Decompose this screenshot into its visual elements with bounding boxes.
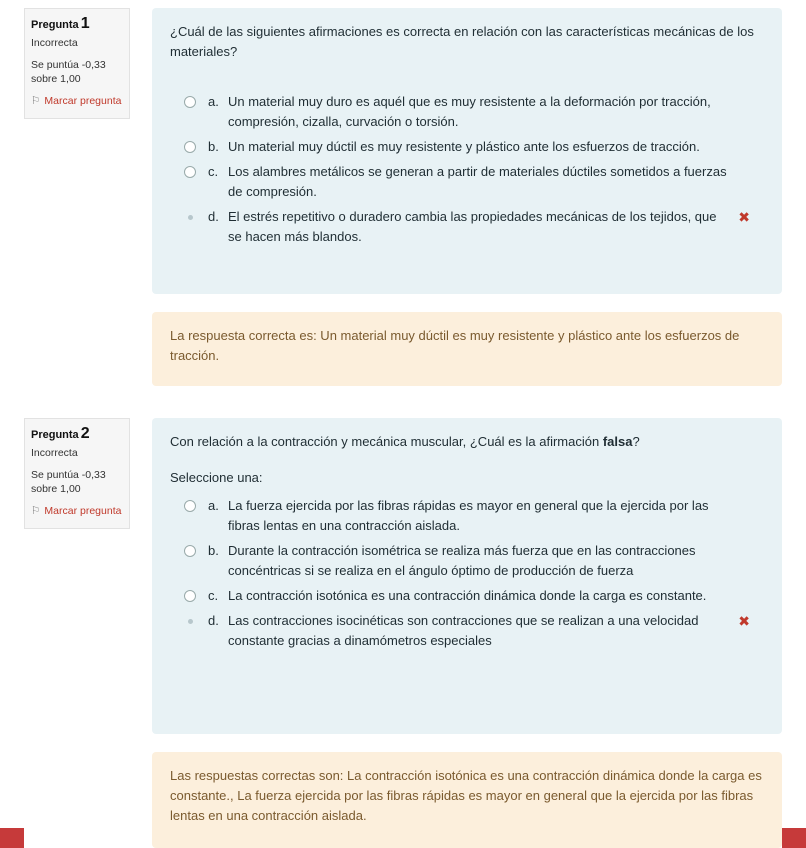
flag-icon: ⚐	[31, 505, 41, 517]
radio-button-selected[interactable]	[184, 615, 196, 627]
question-state: Incorrecta	[31, 37, 78, 49]
answer-option-a[interactable]	[170, 92, 764, 132]
flag-icon: ⚐	[31, 95, 41, 107]
answer-option-b[interactable]	[170, 137, 764, 157]
answer-option-a[interactable]	[170, 496, 764, 536]
question-formulation-1	[152, 8, 782, 294]
question-text: ¿Cuál de las siguientes afirmaciones es correcta en relación con las características mecánicas de los materiales?	[170, 24, 754, 59]
answer-letter: c.	[208, 164, 219, 179]
radio-button[interactable]	[184, 96, 196, 108]
answer-text: Las contracciones isocinéticas son contracciones que se realizan a una velocidad constante gracias a dinamómetros especiales	[228, 613, 699, 648]
flag-label: Marcar pregunta	[44, 95, 122, 107]
select-one-prompt: Seleccione una:	[170, 470, 263, 485]
answer-text: La fuerza ejercida por las fibras rápidas es mayor en general que la ejercida por las fibras lentas en una contracción aislada.	[228, 498, 709, 533]
answer-text: El estrés repetitivo o duradero cambia las propiedades mecánicas de los tejidos, que se hacen más blandos.	[228, 209, 717, 244]
answer-text: Un material muy dúctil es muy resistente y plástico ante los esfuerzos de tracción.	[228, 139, 700, 154]
answer-option-c[interactable]	[170, 586, 764, 606]
feedback-1	[152, 312, 782, 386]
question-number-value: 2	[80, 425, 90, 442]
answer-text: La contracción isotónica es una contracción dinámica donde la carga es constante.	[228, 588, 707, 603]
question-grade: Se puntúa -0,33 sobre 1,00	[31, 59, 106, 85]
radio-button[interactable]	[184, 545, 196, 557]
correct-answers-text: Las respuestas correctas son: La contracción isotónica es una contracción dinámica donde la carga es constante., La fuerza ejercida por las fibras rápidas es mayor en general que la ejercida por las fibras lentas en una contracción aislada.	[170, 768, 762, 823]
feedback-2	[152, 752, 782, 848]
bottom-accent-left	[0, 828, 24, 848]
radio-button[interactable]	[184, 500, 196, 512]
answer-letter: a.	[208, 498, 219, 513]
incorrect-icon: ✖	[738, 209, 750, 225]
radio-button[interactable]	[184, 590, 196, 602]
question-grade: Se puntúa -0,33 sobre 1,00	[31, 469, 106, 495]
question-label: Pregunta	[31, 429, 79, 441]
question-text	[170, 432, 764, 452]
question-info-2	[24, 418, 130, 529]
answer-option-b[interactable]	[170, 541, 764, 581]
answer-letter: d.	[208, 209, 219, 224]
question-info-1	[24, 8, 130, 119]
answer-letter: b.	[208, 139, 219, 154]
incorrect-icon: ✖	[738, 613, 750, 629]
answer-letter: d.	[208, 613, 219, 628]
correct-answer-text: La respuesta correcta es: Un material muy dúctil es muy resistente y plástico ante los esfuerzos de tracción.	[170, 328, 740, 363]
flag-question-link[interactable]	[31, 94, 123, 108]
answer-option-c[interactable]	[170, 162, 764, 202]
answer-text: Un material muy duro es aquél que es muy resistente a la deformación por tracción, compresión, cizalla, curvación o torsión.	[228, 94, 711, 129]
question-label: Pregunta	[31, 19, 79, 31]
radio-button-selected[interactable]	[184, 211, 196, 223]
answer-letter: b.	[208, 543, 219, 558]
question-number	[31, 17, 123, 32]
flag-label: Marcar pregunta	[44, 505, 122, 517]
question-formulation-2	[152, 418, 782, 734]
question-state: Incorrecta	[31, 447, 78, 459]
question-text-part: ?	[632, 434, 640, 449]
answer-option-d[interactable]	[170, 207, 764, 247]
answer-letter: c.	[208, 588, 219, 603]
bottom-accent-right	[782, 828, 806, 848]
answer-text: Durante la contracción isométrica se realiza más fuerza que en las contracciones concéntricas si se realiza en el ángulo óptimo de producción de fuerza	[228, 543, 696, 578]
radio-button[interactable]	[184, 166, 196, 178]
question-number	[31, 427, 123, 442]
question-text-emphasis: falsa	[602, 434, 633, 449]
answer-letter: a.	[208, 94, 219, 109]
answer-text: Los alambres metálicos se generan a partir de materiales dúctiles sometidos a fuerzas de compresión.	[228, 164, 727, 199]
answer-option-d[interactable]	[170, 611, 764, 651]
radio-button[interactable]	[184, 141, 196, 153]
question-text-part: Con relación a la contracción y mecánica muscular, ¿Cuál es la afirmación	[170, 434, 603, 449]
question-number-value: 1	[80, 15, 90, 32]
flag-question-link[interactable]	[31, 504, 123, 518]
